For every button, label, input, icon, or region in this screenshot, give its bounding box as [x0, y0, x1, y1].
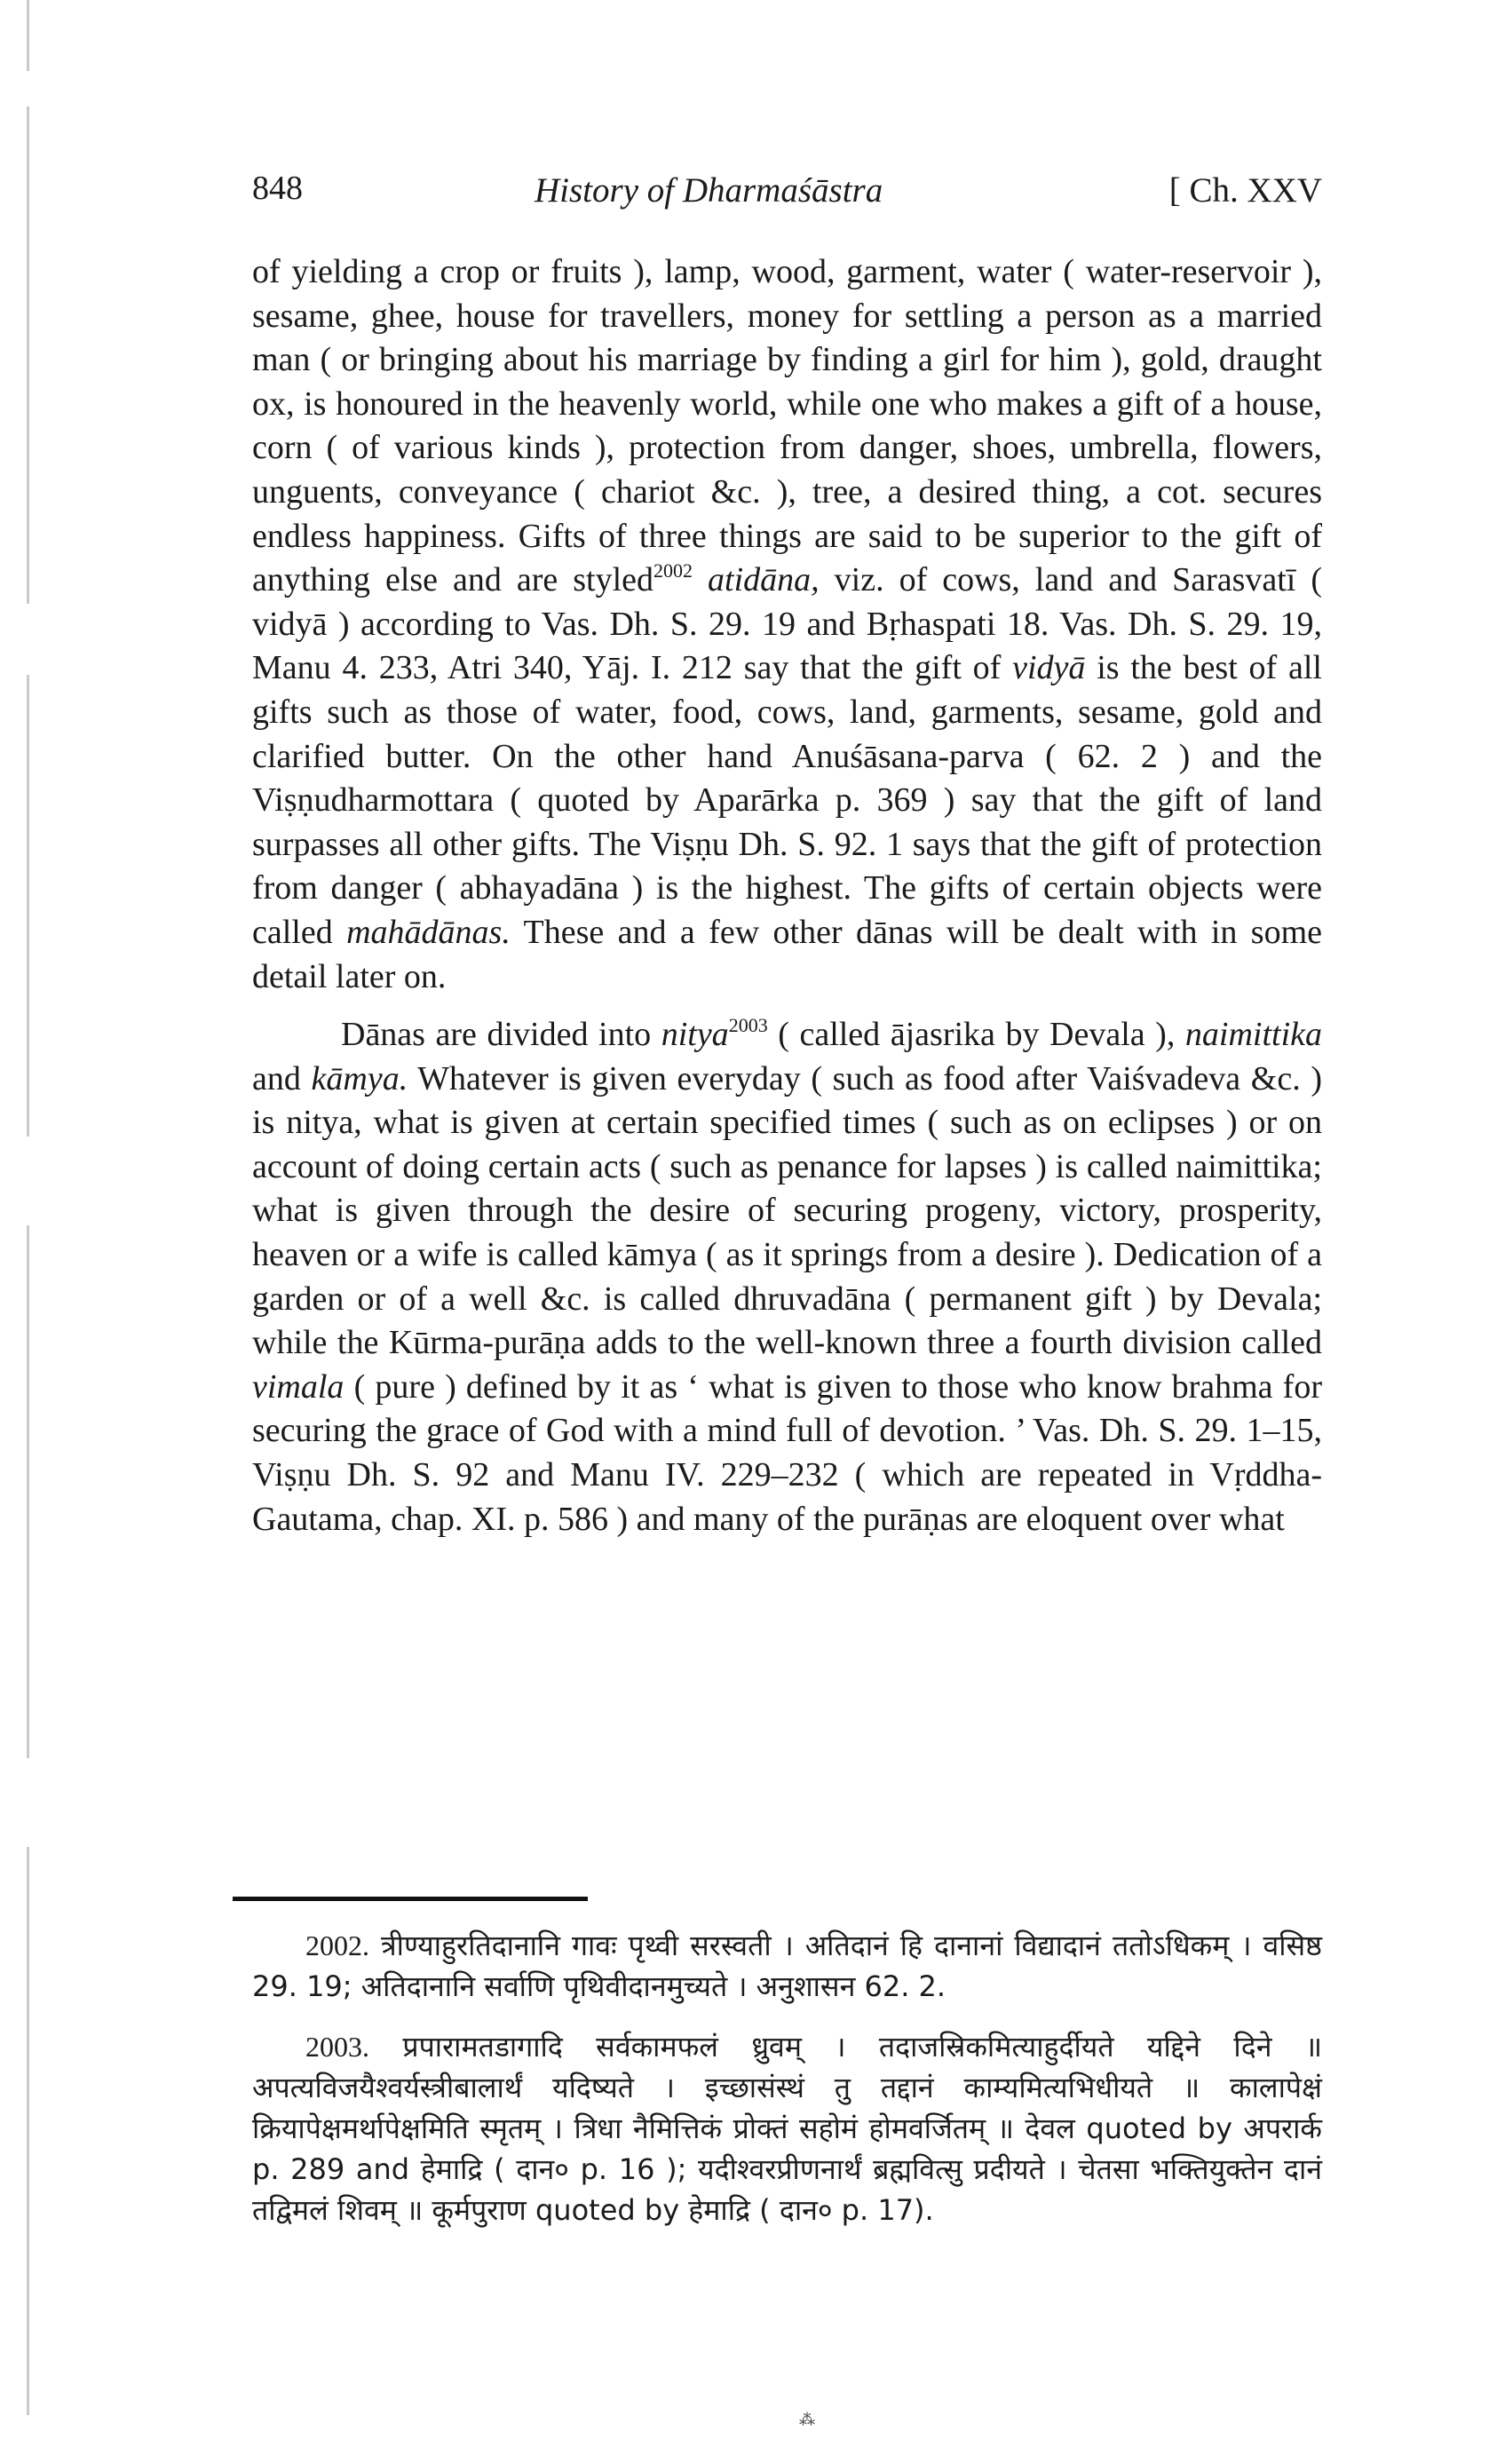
footnote-text: त्रीण्याहुरतिदानानि गावः पृथ्वी सरस्वती । अतिदानं हि दानानां विद्यादानं ततोऽधिकम् । वसिष्ठ 29. 19; अतिदानानि सर्वाणि पृथिवीदानमुच्यते । अनुशासन 62. 2. [252, 1929, 1323, 2003]
footnote-2003 [252, 2026, 1322, 2230]
footnote-text: प्रपारामतडागादि सर्वकामफलं ध्रुवम् । तदाजस्रिकमित्याहुर्दीयते यद्दिने दिने ॥ अपत्यविजयैश्वर्यस्त्रीबालार्थं यदिष्यते । इच्छासंस्थं तु तद्दानं काम्यमित्यभिधीयते ॥ कालापेक्षं क्रियापेक्षमर्थापेक्षमिति स्मृतम् । त्रिधा नैमित्तिकं प्रोक्तं सहोमं होमवर्जितम् ॥ देवल quoted by अपरार्क p. 289 and हेमाद्रि ( दान० p. 16 ); यदीश्वरप्रीणनार्थं ब्रह्मवित्सु प्रदीयते । चेतसा भक्तियुक्तेन दानं तद्विमलं शिवम् ॥ कूर्मपुराण quoted by हेमाद्रि ( दान० p. 17). [252, 2030, 1322, 2227]
page-edge-line [27, 675, 29, 1137]
chapter-label: [ Ch. XXV [1168, 171, 1322, 210]
term-vimala: vimala [252, 1367, 345, 1406]
term-nitya: nitya [661, 1016, 729, 1054]
term-mahadanas: mahādānas. [346, 913, 511, 951]
page-edge-line [27, 107, 29, 604]
text-run: viz. of cows, land and Sarasvatī ( vidyā ) according to Vas. Dh. S. 29. 19 and Bṛhaspati 18. Vas. Dh. S. 29. 19, Manu 4. 233, Atri 340, Yāj. I. 212 say that the gift of [252, 561, 1322, 687]
page-edge-line [27, 1225, 29, 1758]
main-text [252, 250, 1322, 1541]
paragraph-gifts [252, 250, 1322, 999]
footnote-2002 [252, 1925, 1322, 2007]
footnotes [252, 1925, 1322, 2230]
footnote-number: 2003. [305, 2031, 369, 2063]
page-header [252, 169, 1322, 222]
term-atidana: atidāna, [708, 561, 820, 599]
term-naimittika: naimittika [1184, 1016, 1323, 1054]
text-run: ( called ājasrika by Devala ), [767, 1016, 1185, 1054]
text-run: Dānas are divided into [341, 1016, 661, 1054]
page-number: 848 [252, 170, 303, 207]
footnote-number: 2002. [305, 1929, 369, 1961]
text-run: ( pure ) defined by it as ‘ what is given to those who know brahma for securing the grace of God with a mind full of devotion. ’ Vas. Dh. S. 29. 1–15, Viṣṇu Dh. S. 92 and Manu IV. 229–232 ( which are repeated in Vṛddha-Gautama, chap. XI. p. 586 ) and many of the purāṇas are eloquent over what [252, 1367, 1322, 1538]
text-run: and [252, 1059, 312, 1097]
page-edge-line [27, 0, 29, 71]
footnote-separator [233, 1897, 588, 1901]
bottom-mark: ⁂ [799, 2411, 815, 2428]
page-edge-line [27, 1847, 29, 2415]
footnote-ref-2003: 2003 [728, 1014, 768, 1037]
term-vidya: vidyā [1012, 649, 1086, 687]
paragraph-danas-divisions [252, 1013, 1322, 1541]
text-run: is the best of all gifts such as those of water, food, cows, land, garments, sesame, gold and clarified butter. On the other hand Anuśāsana-parva ( 62. 2 ) and the Viṣṇudharmottara ( quoted by Aparārka p. 369 ) say that the gift of land surpasses all other gifts. The Viṣṇu Dh. S. 92. 1 says that the gift of protection from danger ( abhayadāna ) is the highest. The gifts of certain objects were called [252, 649, 1322, 951]
text-run: These and a few other dānas will be dealt with in some detail later on. [252, 913, 1322, 995]
text-run: of yielding a crop or fruits ), lamp, wood, garment, water ( water-reservoir ), sesame, ghee, house for travellers, money for settling a person as a married man ( or bringing about his marriage by finding a girl for him ), gold, draught ox, is honoured in the heavenly world, while one who makes a gift of a house, corn ( of various kinds ), protection from danger, shoes, umbrella, flowers, unguents, conveyance ( chariot &c. ), tree, a desired thing, a cot. secures endless happiness. Gifts of three things are said to be superior to the gift of anything else and are styled [252, 253, 1322, 599]
text-run: Whatever is given everyday ( such as food after Vaiśvadeva &c. ) is nitya, what is given at certain specified times ( such as on eclipses ) or on account of doing certain acts ( such as penance for lapses ) is called naimittika; what is given through the desire of securing progeny, victory, prosperity, heaven or a wife is called kāmya ( as it springs from a desire ). Dedication of a garden or of a well &c. is called dhruvadāna ( permanent gift ) by Devala; while the Kūrma-purāṇa adds to the well-known three a fourth division called [252, 1059, 1322, 1362]
footnote-ref-2002: 2002 [653, 559, 693, 582]
term-kamya: kāmya. [311, 1059, 408, 1097]
running-title: History of Dharmaśāstra [535, 171, 883, 210]
